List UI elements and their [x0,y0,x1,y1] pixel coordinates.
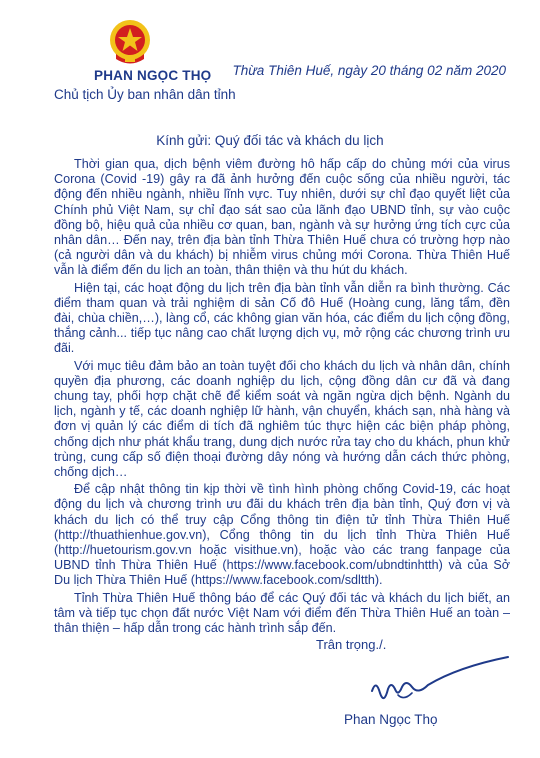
letter-body [54,157,510,638]
national-emblem-icon [108,18,152,68]
paragraph: Thời gian qua, dịch bệnh viêm đường hô hấp cấp do chủng mới của virus Corona (Covid -19) gây ra đã ảnh hưởng đến cuộc sống của nhiều người, tác động đến nhiều ngành, nhiều lĩnh vực. Tuy nhiên, dưới sự chỉ đạo quyết liệt của Chính phủ Việt Nam, sự chỉ đạo sát sao của lãnh đạo UBND tỉnh, sự vào cuộc đồng bộ, hiệu quả của nhiều cơ quan, ban, ngành và sự hưởng ứng tích cực của nhân dân… Đến nay, trên địa bàn tỉnh Thừa Thiên Huế chưa có trường hợp nào (cả người dân và du khách) bị nhiễm virus chủng mới Corona. Thừa Thiên Huế vẫn là điểm đến du lịch an toàn, thân thiện và thu hút du khách. [54,157,510,278]
closing-text: Trân trọng./. [316,637,387,652]
signer-name: Phan Ngọc Thọ [344,712,438,727]
paragraph: Để cập nhật thông tin kịp thời về tình hình phòng chống Covid-19, các hoạt động du lịch và chương trình ưu đãi du khách trên địa bàn tỉnh, Quý đơn vị và khách du lịch có thể truy cập Cổng thông tin điện tử tỉnh Thừa Thiên Huế (http://thuathienhue.gov.vn), Cổng thông tin du lịch tỉnh Thừa Thiên Huế (http://huetourism.gov.vn hoặc visithue.vn), hoặc vào các trang fanpage của UBND tỉnh Thừa Thiên Huế (https://www.facebook.com/ubndtinhtth) và của Sở Du lịch Thừa Thiên Huế (https://www.facebook.com/sdltth). [54,482,510,588]
paragraph: Hiện tại, các hoạt động du lịch trên địa bàn tỉnh vẫn diễn ra bình thường. Các điểm tham quan và trải nghiệm di sản Cố đô Huế (Hoàng cung, lăng tẩm, đền đài, chùa chiền,…), làng cổ, các không gian văn hóa, các điểm du lịch cộng đồng, thắng cảnh... tiếp tục nâng cao chất lượng dịch vụ, mở rộng các chương trình ưu đãi. [54,280,510,356]
sender-title: Chủ tịch Ủy ban nhân dân tỉnh [54,87,236,102]
paragraph: Với mục tiêu đảm bảo an toàn tuyệt đối cho khách du lịch và nhân dân, chính quyền địa phương, các doanh nghiệp du lịch, cộng đồng dân cư đã và đang chung tay, phối hợp chặt chẽ để kiểm soát và ngăn ngừa dịch bệnh. Ngành du lịch, ngành y tế, các doanh nghiệp lữ hành, vận chuyển, khách sạn, nhà hàng và đơn vị quản lý các điểm di tích đã nghiêm túc thực hiện các biện pháp phòng, chống dịch như phát khẩu trang, dung dịch nước rửa tay cho du khách, phun khử trùng, cung cấp số điện thoại đường dây nóng và hướng dẫn cách thức phòng, chống dịch… [54,358,510,480]
sender-name: PHAN NGỌC THỌ [94,68,212,83]
place-date: Thừa Thiên Huế, ngày 20 tháng 02 năm 2020 [232,63,506,78]
paragraph: Tỉnh Thừa Thiên Huế thông báo để các Quý đối tác và khách du lịch biết, an tâm và tiếp tục chọn đất nước Việt Nam với điểm đến Thừa Thiên Huế an toàn – thân thiện – hấp dẫn trong các hành trình sắp đến. [54,590,510,636]
handwritten-signature [368,655,518,715]
salutation: Kính gửi: Quý đối tác và khách du lịch [156,133,384,148]
